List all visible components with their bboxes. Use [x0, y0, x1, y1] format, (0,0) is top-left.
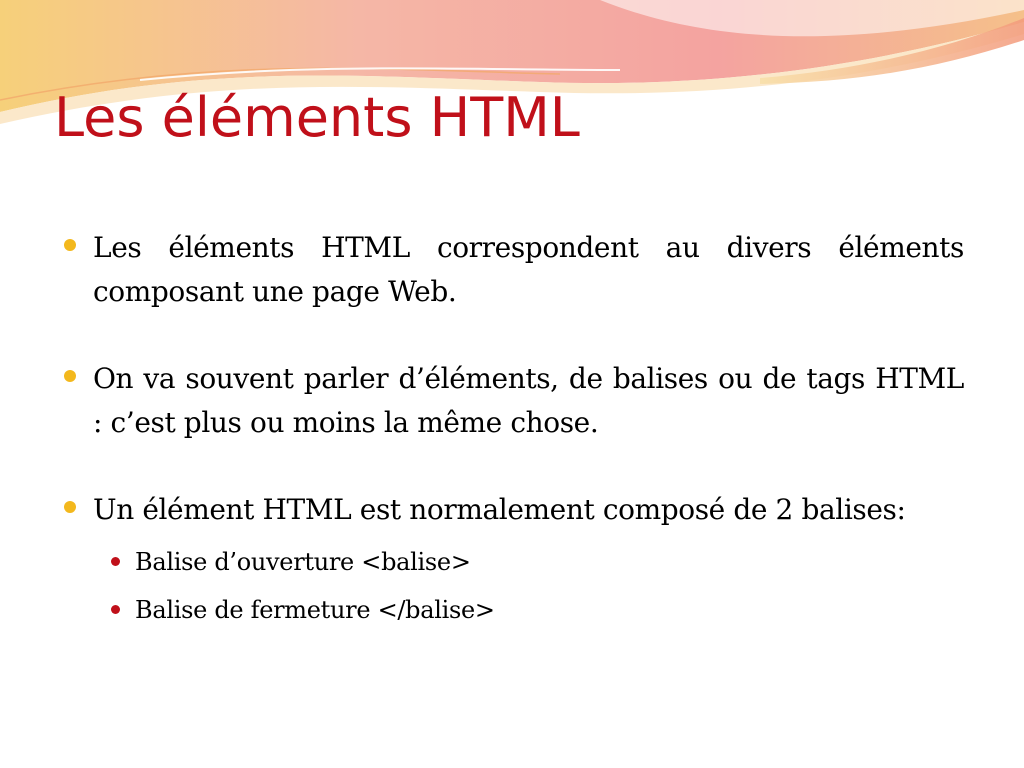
bullet-item [62, 226, 964, 314]
sub-bullet-text: Balise d’ouverture <balise> [135, 548, 471, 576]
bullet-dot-icon [64, 239, 76, 251]
sub-bullet-dot-icon [111, 557, 120, 566]
bullet-text: Les éléments HTML correspondent au divers éléments composant une page Web. [93, 231, 964, 308]
sub-bullet-list [93, 538, 964, 634]
slide-content [62, 226, 964, 677]
sub-bullet-item [93, 586, 964, 634]
bullet-text: On va souvent parler d’éléments, de balises ou de tags HTML : c’est plus ou moins la même chose. [93, 362, 964, 439]
bullet-dot-icon [64, 370, 76, 382]
sub-bullet-dot-icon [111, 605, 120, 614]
bullet-text: Un élément HTML est normalement composé de 2 balises: [93, 493, 906, 526]
bullet-dot-icon [64, 501, 76, 513]
slide-title: Les éléments HTML [54, 86, 580, 149]
sub-bullet-item [93, 538, 964, 586]
bullet-item [62, 488, 964, 634]
bullet-list [62, 226, 964, 634]
bullet-item [62, 357, 964, 445]
sub-bullet-text: Balise de fermeture </balise> [135, 596, 495, 624]
